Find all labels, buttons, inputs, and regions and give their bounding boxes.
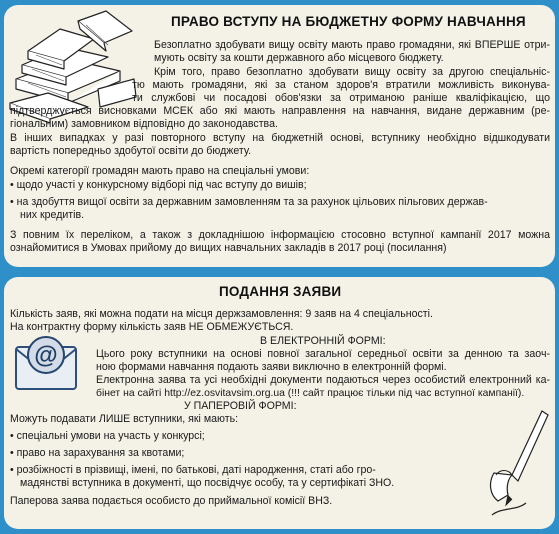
text-line: тю мають громадяни, які за станом здоров'я втратили можливість виконува- — [132, 79, 550, 91]
text-line: З повним їх переліком, а також з докладнішою інформацією стосовно вступної кампанії 2017 можна — [10, 229, 550, 241]
text-line: них кредитів. — [20, 209, 85, 221]
email-at-icon — [12, 333, 86, 395]
eligibility-panel — [4, 5, 555, 267]
text-line: Цього року вступники на основі повної загальної середньої освіти за денною та заоч- — [96, 348, 550, 360]
paper-form-heading: У ПАПЕРОВІЙ ФОРМІ: — [184, 400, 297, 412]
section2-title: ПОДАННЯ ЗАЯВИ — [219, 284, 342, 299]
text-line: мадянстві вступника в документі, що посвідчує особу, та у сертифікаті ЗНО. — [20, 477, 395, 489]
text-line: підтверджується висновками МСЕК або які мають направлення на навчання, видане державним (ре- — [10, 105, 550, 117]
pen-writing-icon — [482, 403, 554, 523]
text-line: Окремі категорії громадян мають право на спеціальні умови: — [10, 165, 310, 177]
text-line: бінет на сайті http://ez.osvitavsim.org.ua (!!! сайт працює тільки під час вступної кампанії). — [96, 388, 525, 399]
electronic-form-heading: В ЕЛЕКТРОННІЙ ФОРМІ: — [260, 335, 386, 347]
text-line: ною формами навчання подають заяви виключно в електронній формі. — [96, 361, 447, 373]
text-line: Паперова заява подається особисто до приймальної комісії ВНЗ. — [10, 495, 333, 507]
application-panel — [4, 277, 555, 529]
text-line: Кількість заяв, які можна подати на місця держзамовлення: 9 заяв на 4 спеціальності. — [10, 308, 433, 320]
list-item: • розбіжності в прізвищі, імені, по батькові, даті народження, статі або гро- — [10, 464, 376, 477]
text-line: В інших випадках у разі повторного вступу на бюджетній основі, вступнику необхідно відшкодувати — [10, 132, 550, 144]
list-item: • право на зарахування за квотами; — [10, 447, 184, 460]
text-line: Можуть подавати ЛИШЕ вступники, які мають: — [10, 413, 239, 425]
text-line: На контрактну форму кількість заяв НЕ ОБМЕЖУЄТЬСЯ. — [10, 321, 294, 333]
text-line: Безоплатно здобувати вищу освіту мають право громадяни, які ВПЕРШЕ отри- — [154, 39, 550, 51]
list-item: • щодо участі у конкурсному відборі під час вступу до вишів; — [10, 179, 307, 192]
svg-text:@: @ — [34, 342, 58, 369]
section1-title: ПРАВО ВСТУПУ НА БЮДЖЕТНУ ФОРМУ НАВЧАННЯ — [171, 14, 526, 29]
text-line: гіональним) замовником відповідно до законодавства. — [10, 118, 278, 130]
text-line: Електронна заява та усі необхідні документи подаються через особистий електронний ка- — [96, 374, 550, 386]
list-item: • спеціальні умови на участь у конкурсі; — [10, 430, 205, 443]
text-line: ознайомитися в Умовах прийому до вищих навчальних закладів в 2017 році (посилання) — [10, 242, 447, 254]
text-line: Крім того, право безоплатно здобувати вищу освіту за другою спеціальніс- — [154, 66, 550, 78]
text-line: вартість попередньо здобутої освіти до бюджету. — [10, 145, 252, 157]
text-line: мують освіту за кошти державного або місцевого бюджету. — [154, 52, 444, 64]
text-line: ти службові чи посадові обов'язки за отриманою раніше кваліфікацією, що — [132, 92, 550, 104]
list-item: • на здобуття вищої освіти за державним замовленням та за рахунок цільових пільгових держав- — [10, 196, 488, 209]
